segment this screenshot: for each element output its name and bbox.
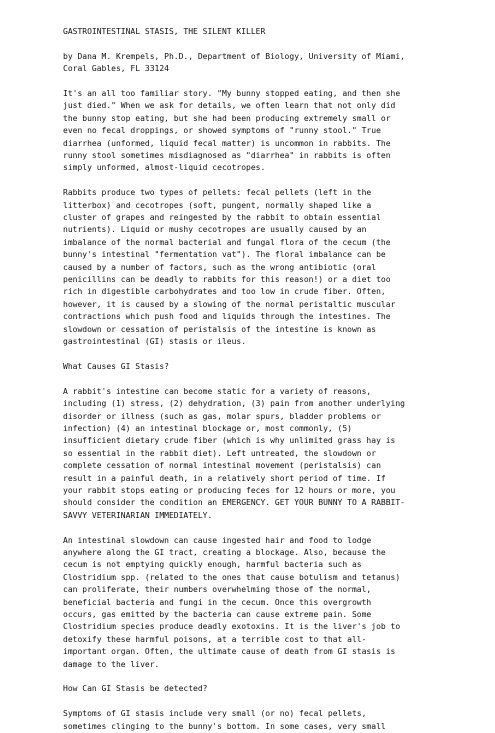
section-heading-causes: What Causes GI Stasis?: [63, 361, 169, 371]
causes-paragraph: A rabbit's intestine can become static for a variety of reasons, including (1) stress, (2) dehydration, (3) pain from another underlying disorder or illness (such as gas, molar spurs, bladder problems or infection) (4) an intestinal blockage or, most commonly, (5) insufficient dietary crude fiber (which is why unlimited grass hay is so essential in the rabbit diet). Left untreated, the slowdown or complete cessation of normal intestinal movement (peristalsis) can result in a painful death, in a relatively short period of time. If your rabbit stops eating or producing feces for 12 hours or more, you should consider the condition an EMERGENCY. GET YOUR BUNNY TO A RABBIT- SAVVY VETERINARIAN IMMEDIATELY.: [63, 386, 405, 520]
article-title: GASTROINTESTINAL STASIS, THE SILENT KILLER: [63, 27, 266, 36]
symptoms-paragraph: Symptoms of GI stasis include very small (or no) fecal pellets, sometimes clinging to the bunny's bottom. In some cases, very small: [63, 709, 386, 731]
section-heading-detection: How Can GI Stasis be detected?: [63, 684, 208, 694]
pellets-paragraph: Rabbits produce two types of pellets: fecal pellets (left in the litterbox) and cecotropes (soft, pungent, normally shaped like a cluster of grapes and reingested by the rabbit to obtain essential nutrients). Liquid or mushy cecotropes are usually caused by an imbalance of the normal bacterial and fungal flora of the cecum (the bunny's intestinal "fermentation vat"). The floral imbalance can be caused by a number of factors, such as the wrong antibiotic (oral penicillins can be deadly to rabbits for this reason!) or a diet too rich in digestible carbohydrates and too low in crude fiber. Often, however, it is caused by a slowing of the normal peristaltic muscular contractions which push food and liquids through the intestines. The slowdown or cessation of peristalsis of the intestine is known as gastrointestinal (GI) stasis or ileus.: [63, 188, 396, 347]
author-byline: by Dana M. Krempels, Ph.D., Department of Biology, University of Miami, Coral Gables, FL 33124: [63, 51, 405, 74]
slowdown-paragraph: An intestinal slowdown can cause ingested hair and food to lodge anywhere along the GI tract, creating a blockage. Also, because the cecum is not emptying quickly enough, harmful bacteria such as Clostridium spp. (related to the ones that cause botulism and tetanus) can proliferate, their numbers overwhelming those of the normal, beneficial bacteria and fungi in the cecum. Once this overgrowth occurs, gas emitted by the bacteria can cause extreme pain. Some Clostridium species produce deadly exotoxins. It is the liver's job to detoxify these harmful poisons, at a terrible cost to that all- important organ. Often, the ultimate cause of death from GI stasis is damage to the liver.: [63, 535, 401, 669]
intro-paragraph: It's an all too familiar story. "My bunny stopped eating, and then she just died." When we ask for details, we often learn that not only did the bunny stop eating, but she had been producing extremely small or even no fecal droppings, or showed symptoms of "runny stool." True diarrhea (unformed, liquid fecal matter) is uncommon in rabbits. The runny stool sometimes misdiagnosed as "diarrhea" in rabbits is often simply unformed, almost-liquid cecotropes.: [63, 89, 401, 173]
article-body: [63, 26, 493, 733]
